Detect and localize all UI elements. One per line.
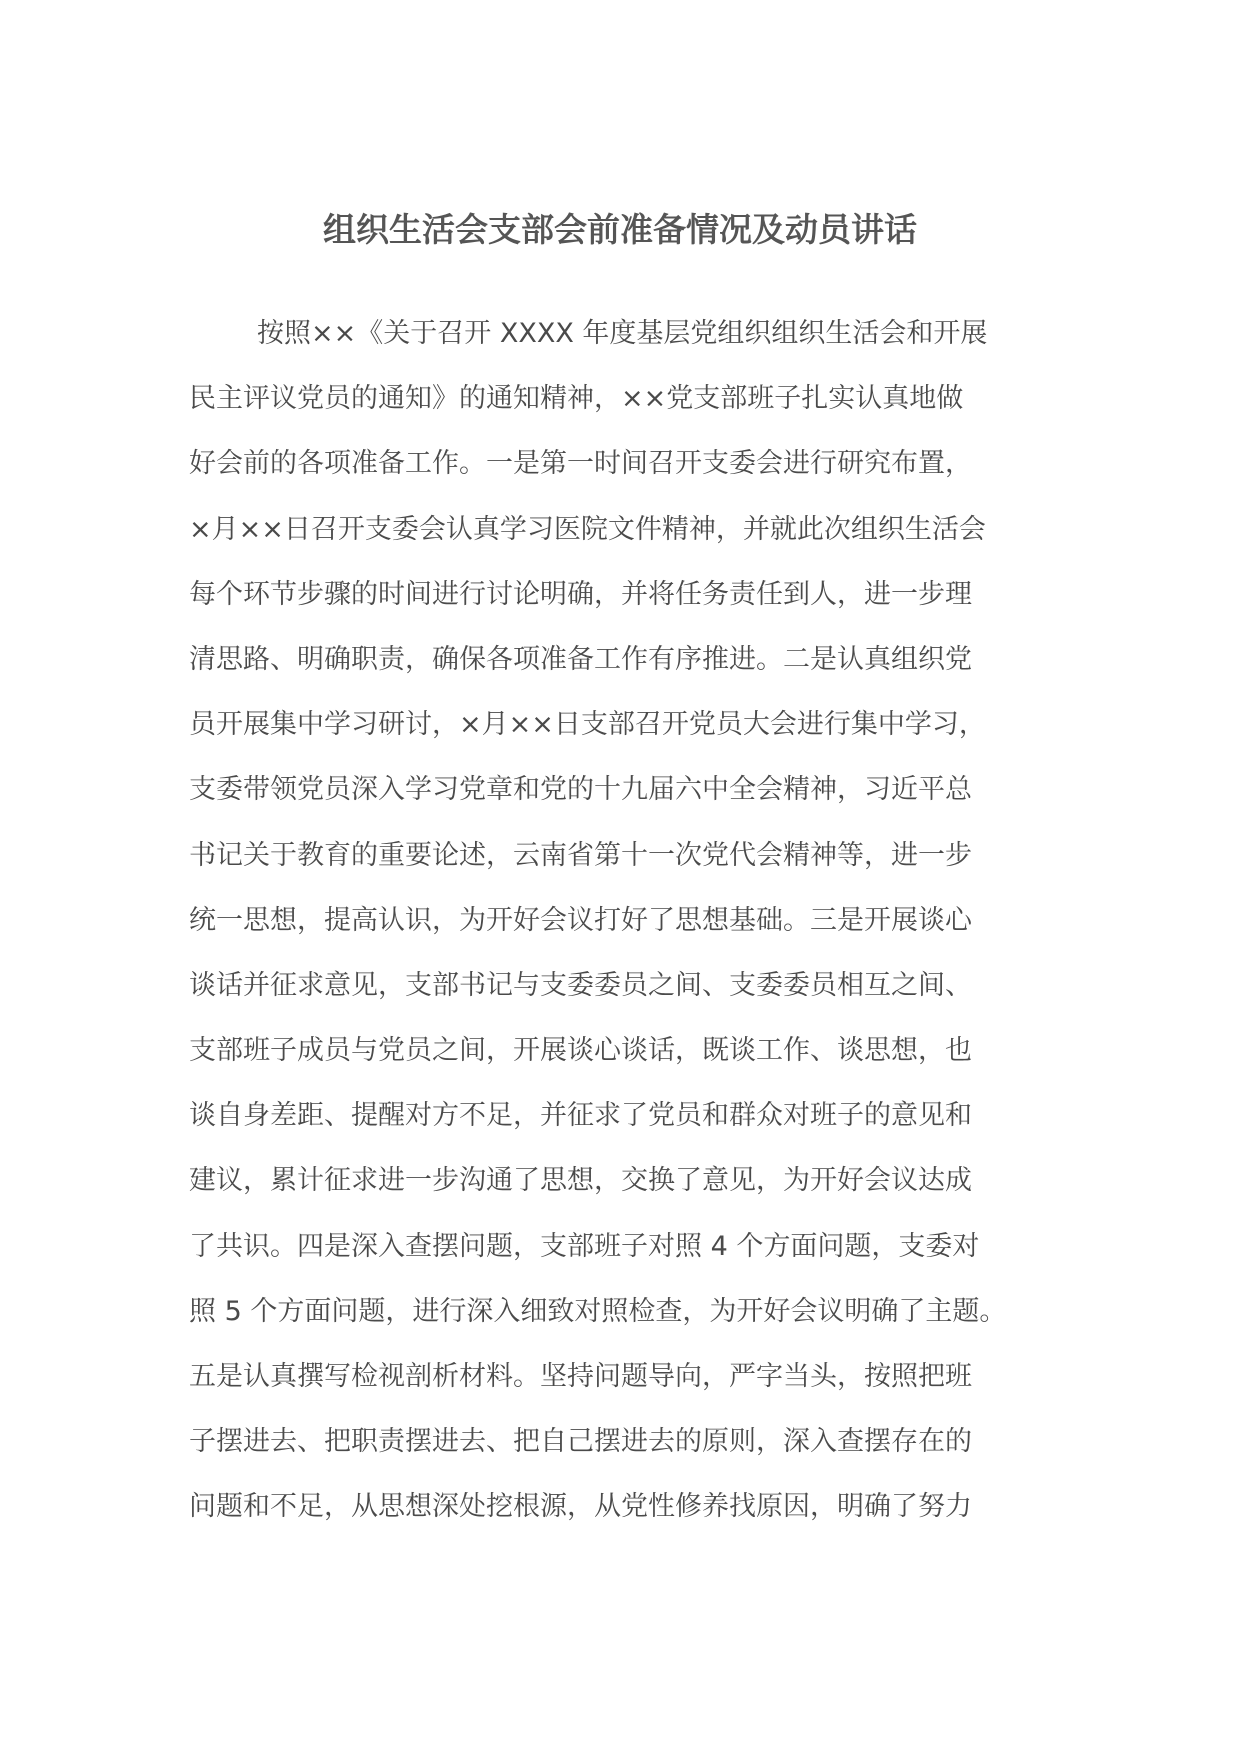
paragraph-line: 照 5 个方面问题，进行深入细致对照检查，为开好会议明确了主题。 xyxy=(189,1295,1007,1327)
paragraph-line: 统一思想，提高认识，为开好会议打好了思想基础。三是开展谈心 xyxy=(189,904,972,936)
paragraph-line: 谈话并征求意见，支部书记与支委委员之间、支委委员相互之间、 xyxy=(189,969,972,1001)
paragraph-line: 清思路、明确职责，确保各项准备工作有序推进。二是认真组织党 xyxy=(189,643,972,675)
paragraph-line: ×月××日召开支委会认真学习医院文件精神，并就此次组织生活会 xyxy=(189,513,986,545)
paragraph-line: 谈自身差距、提醒对方不足，并征求了党员和群众对班子的意见和 xyxy=(189,1100,972,1132)
paragraph-line: 好会前的各项准备工作。一是第一时间召开支委会进行研究布置， xyxy=(189,448,972,480)
paragraph-line: 员开展集中学习研讨，×月××日支部召开党员大会进行集中学习， xyxy=(189,709,986,741)
paragraph-line: 问题和不足，从思想深处挖根源，从党性修养找原因，明确了努力 xyxy=(189,1491,972,1523)
paragraph-line: 按照××《关于召开 XXXX 年度基层党组织组织生活会和开展 xyxy=(257,318,988,349)
document-title: 组织生活会支部会前准备情况及动员讲话 xyxy=(323,210,917,249)
paragraph-line: 支委带领党员深入学习党章和党的十九届六中全会精神，习近平总 xyxy=(189,774,972,806)
paragraph-line: 支部班子成员与党员之间，开展谈心谈话，既谈工作、谈思想，也 xyxy=(189,1035,972,1067)
paragraph-line: 五是认真撰写检视剖析材料。坚持问题导向，严字当头，按照把班 xyxy=(189,1361,972,1392)
paragraph-line: 了共识。四是深入查摆问题，支部班子对照 4 个方面问题，支委对 xyxy=(189,1230,980,1262)
paragraph-line: 每个环节步骤的时间进行讨论明确，并将任务责任到人，进一步理 xyxy=(189,578,972,610)
paragraph-line: 子摆进去、把职责摆进去、把自己摆进去的原则，深入查摆存在的 xyxy=(189,1426,972,1458)
body-paragraph xyxy=(189,301,1053,1540)
paragraph-line: 建议，累计征求进一步沟通了思想，交换了意见，为开好会议达成 xyxy=(189,1165,972,1197)
paragraph-line: 民主评议党员的通知》的通知精神，××党支部班子扎实认真地做 xyxy=(189,383,964,415)
paragraph-line: 书记关于教育的重要论述，云南省第十一次党代会精神等，进一步 xyxy=(189,839,972,871)
